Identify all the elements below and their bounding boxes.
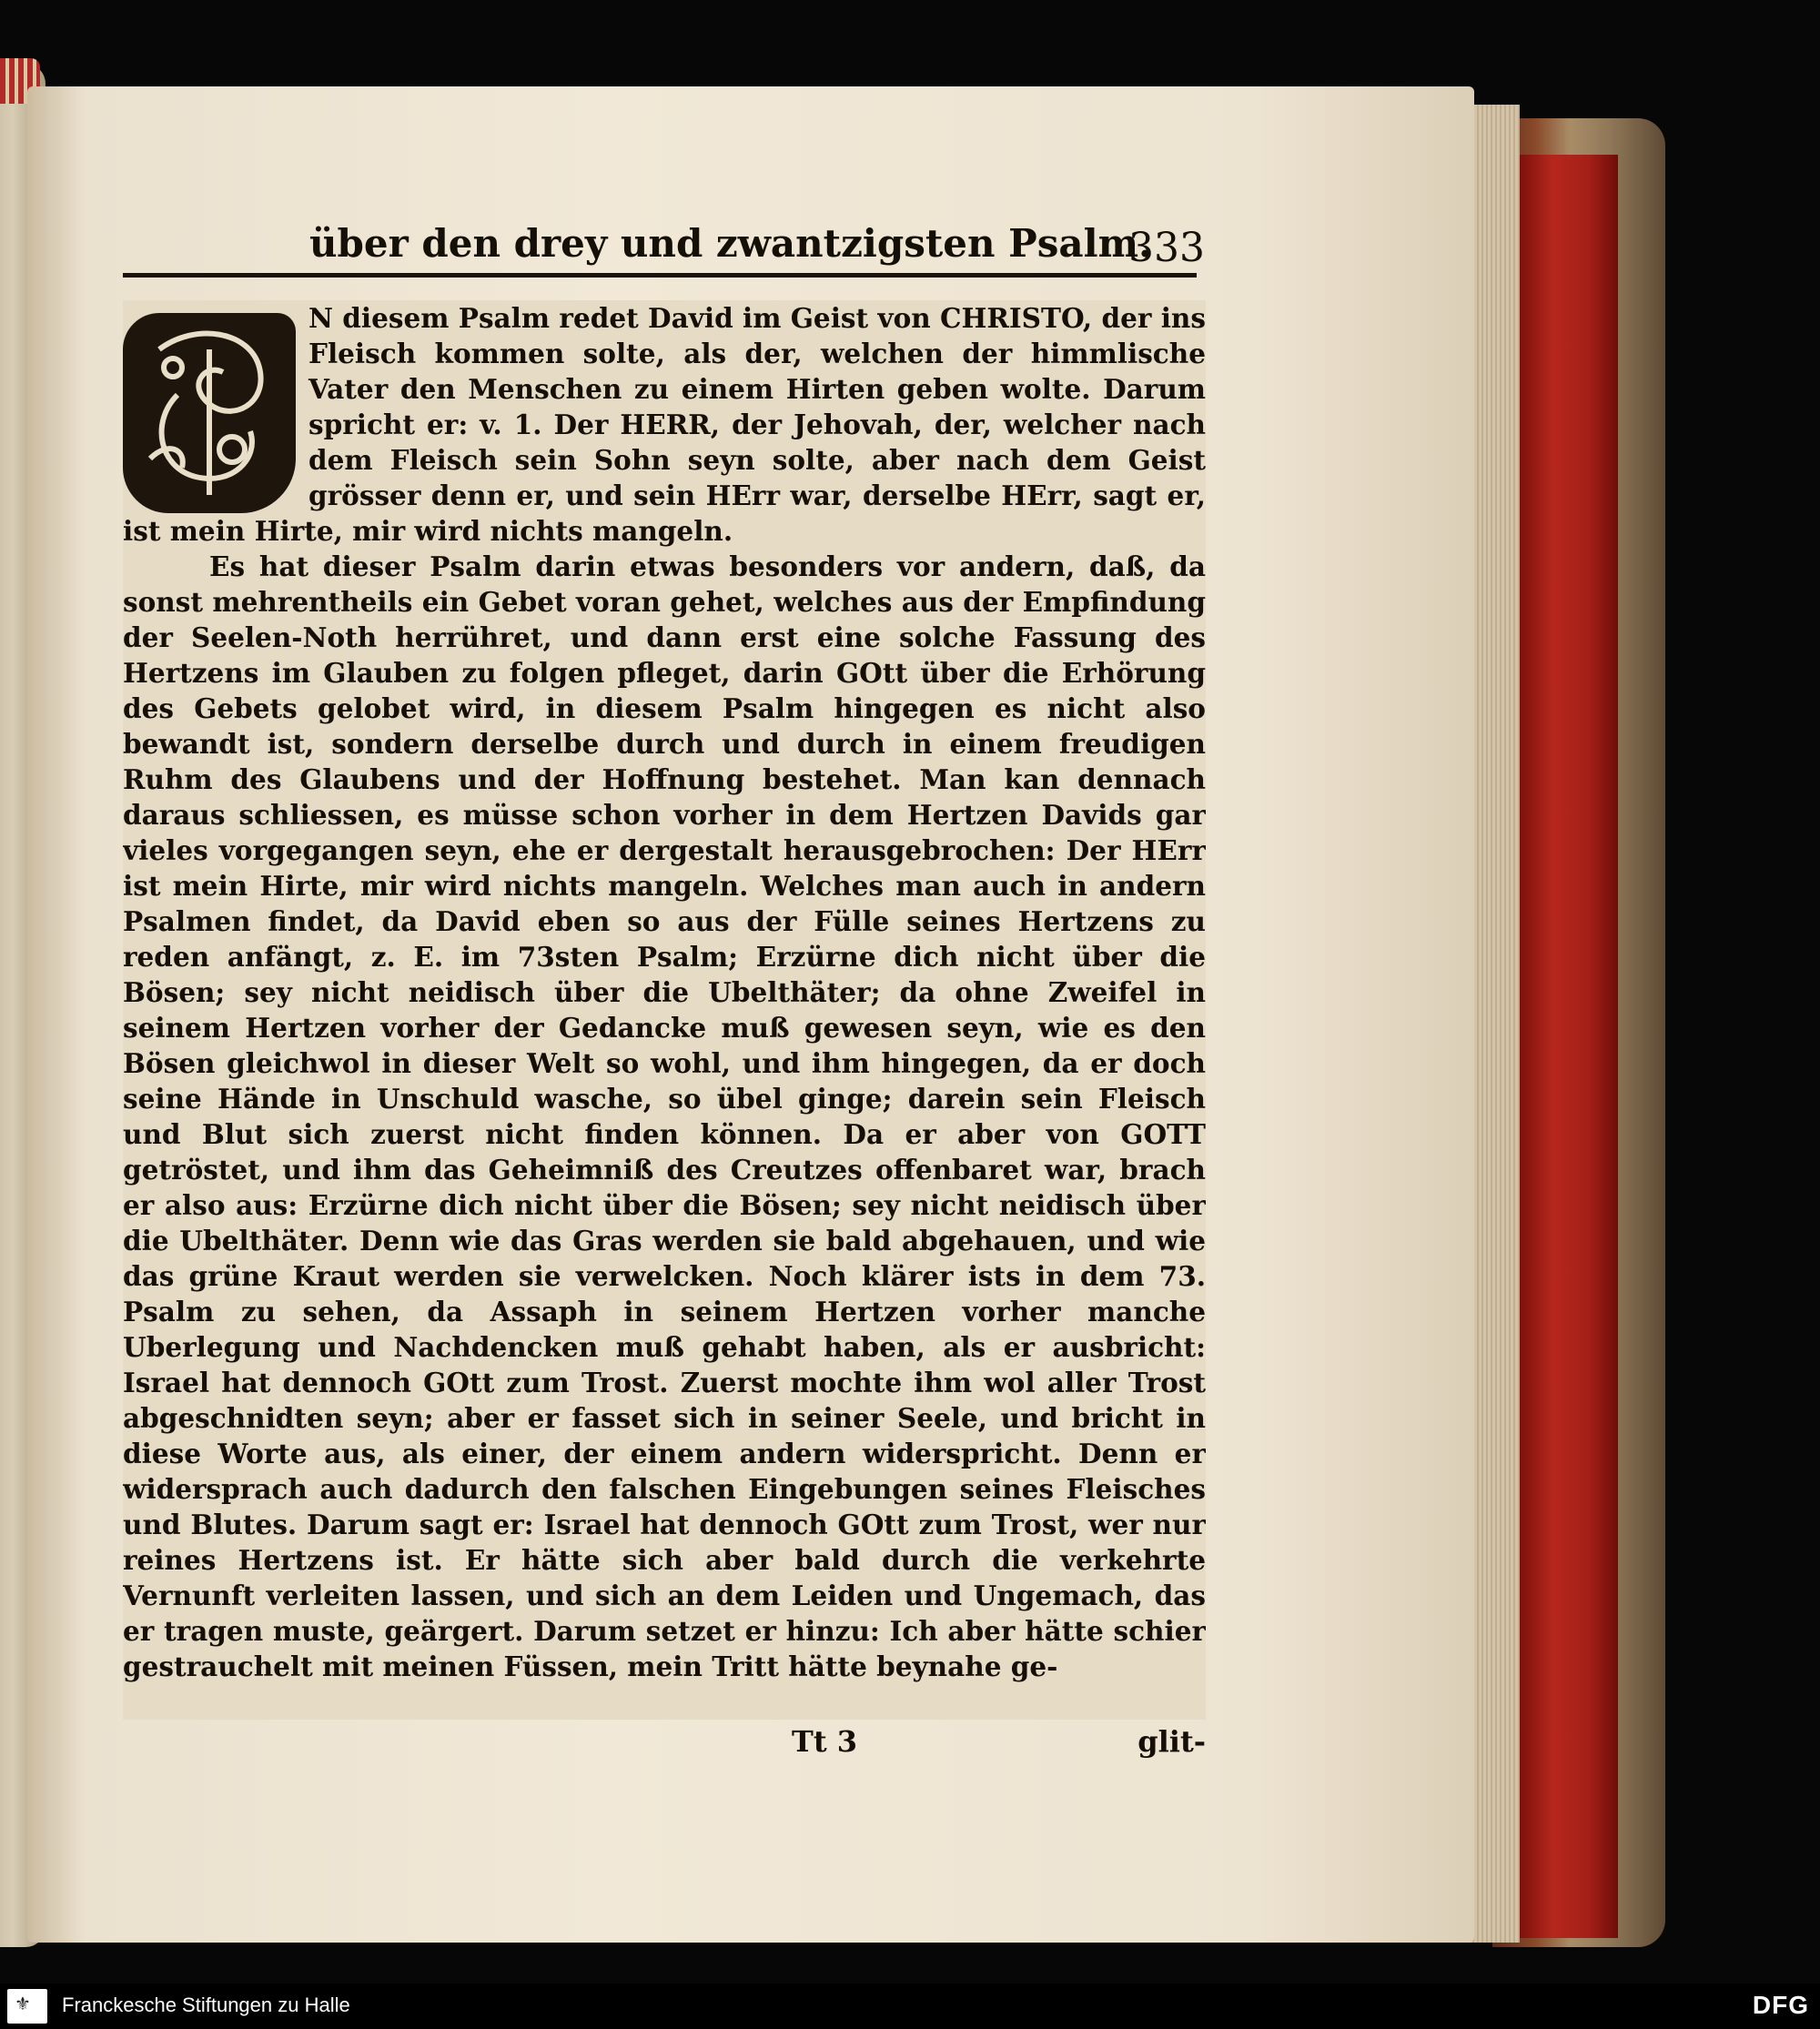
page-number: 333 xyxy=(1128,225,1205,271)
decorated-initial xyxy=(123,313,296,513)
running-title: über den drey und zwantzigsten Psalm. xyxy=(309,221,1152,266)
running-header xyxy=(273,205,1205,278)
paragraph-1: N diesem Psalm redet David im Geist von CHRISTO, der ins Fleisch kommen solte, als der, welchen der himmlische Vater den Menschen zu einem Hirten geben wolte. Darum spricht er: v. 1. Der HERR, der Jehovah, der, welcher nach dem Fleisch sein Sohn seyn solte, aber nach dem Geist grösser denn er, und sein HErr war, derselbe HErr, sagt er, ist mein Hirte, mir wird nichts mangeln. xyxy=(123,302,1206,547)
dfg-logo: DFG xyxy=(1752,1991,1809,2019)
header-rule xyxy=(123,273,1197,278)
institution-logo-icon: ⚜ xyxy=(7,1989,47,2024)
page-footer xyxy=(123,1724,1206,1770)
paragraph-2: Es hat dieser Psalm darin etwas besonders vor andern, daß, da sonst mehrentheils ein Gebet voran gehet, welches aus der Empfindung der Seelen-Noth herrühret, und dann erst eine solche Fassung des Hertzens im Glauben zu folgen pfleget, darin GOtt über die Erhörung des Gebets gelobet wird, in diesem Psalm hingegen es nicht also bewandt ist, sondern derselbe durch und durch in einem freudigen Ruhm des Glaubens und der Hoffnung bestehet. Man kan dennach daraus schliessen, es müsse schon vorher in dem Hertzen Davids gar vieles vorgegangen seyn, ehe er dergestalt herausgebrochen: Der HErr ist mein Hirte, mir wird nichts mangeln. Welches man auch in andern Psalmen findet, da David eben so aus der Fülle seines Hertzens zu reden anfängt, z. E. im 73sten Psalm; Erzürne dich nicht über die Bösen; sey nicht neidisch über die Ubelthäter; da ohne Zweifel in seinem Hertzen vorher der Gedancke muß gewesen seyn, wie es den Bösen gleichwol in dieser Welt so wohl, und ihm hingegen, da er doch seine Hände in Unschuld wasche, so übel ginge; darein sein Fleisch und Blut sich zuerst nicht finden können. Da er aber von GOTT getröstet, und ihm das Geheimniß des Creutzes offenbaret war, brach er also aus: Erzürne dich nicht über die Bösen; sey nicht neidisch über die Ubelthäter. Denn wie das Gras werden sie bald abgehauen, und wie das grüne Kraut werden sie verwelcken. Noch klärer ists in dem 73. Psalm zu sehen, da Assaph in seinem Hertzen vorher manche Uberlegung und Nachdencken muß gehabt haben, als er ausbricht: Israel hat dennoch GOtt zum Trost. Zuerst mochte ihm wol aller Trost abgeschnidten seyn; aber er fasset sich in seiner Seele, und bricht in diese Worte aus, als einer, der einem andern widerspricht. Denn er widersprach auch dadurch den falschen Eingebungen seines Fleisches und Blutes. Darum sagt er: Israel hat dennoch GOtt zum Trost, wer nur reines Hertzens ist. Er hätte sich aber bald durch die verkehrte Vernunft verleiten lassen, und sich an dem Leiden und Ungemach, das er tragen muste, geärgert. Darum setzet er hinzu: Ich aber hätte schier gestrauchelt mit meinen Füssen, mein Tritt hätte beynahe ge- xyxy=(123,550,1206,1682)
institution-name: Franckesche Stiftungen zu Halle xyxy=(62,1994,350,2016)
red-page-edge xyxy=(1518,155,1618,1938)
catchword: glit- xyxy=(1138,1724,1206,1759)
body-text xyxy=(123,300,1206,1720)
viewer-bottom-bar xyxy=(0,1984,1820,2029)
initial-ornament-icon xyxy=(123,313,296,513)
signature-mark: Tt 3 xyxy=(792,1724,857,1759)
